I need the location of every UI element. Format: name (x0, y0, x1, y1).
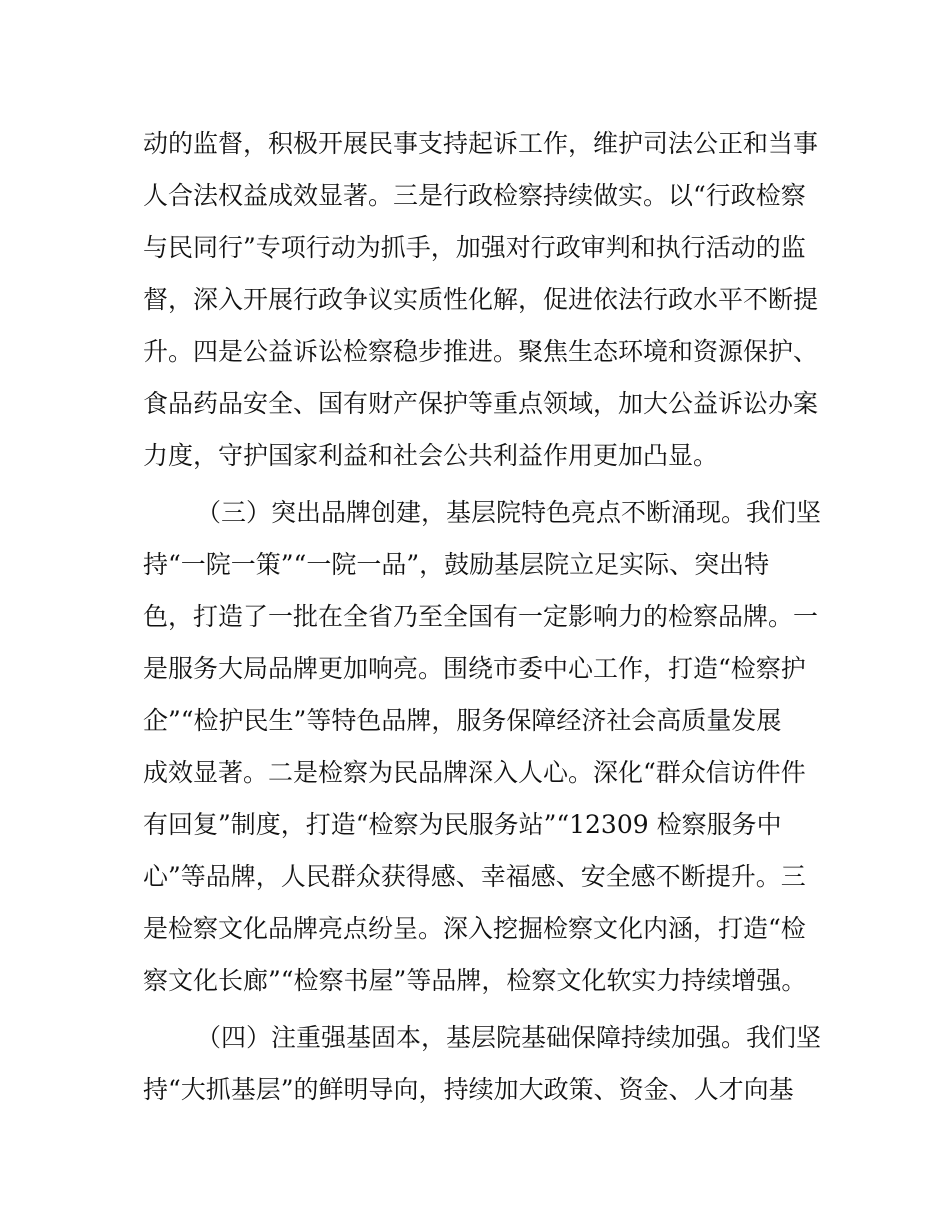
text-line: 动的监督，积极开展民事支持起诉工作，维护司法公正和当事 (143, 129, 819, 158)
text-line: 心”等品牌，人民群众获得感、幸福感、安全感不断提升。三 (143, 862, 806, 891)
text-line: 人合法权益成效显著。三是行政检察持续做实。以“行政检察 (143, 181, 806, 210)
text-line: 升。四是公益诉讼检察稳步推进。聚焦生态环境和资源保护、 (143, 337, 819, 366)
text-line: 企”“检护民生”等特色品牌，服务保障经济社会高质量发展 (143, 706, 782, 735)
text-line: 食品药品安全、国有财产保护等重点领域，加大公益诉讼办案 (143, 389, 819, 418)
text-line: 力度，守护国家利益和社会公共利益作用更加凸显。 (143, 441, 719, 470)
paragraph-heading-line: （三）突出品牌创建，基层院特色亮点不断涌现。我们坚 (196, 498, 822, 527)
text-line: 察文化长廊”“检察书屋”等品牌，检察文化软实力持续增强。 (143, 966, 807, 995)
text-line: 与民同行”专项行动为抓手，加强对行政审判和执行活动的监 (143, 233, 806, 262)
text-line: 持“一院一策”“一院一品”，鼓励基层院立足实际、突出特 (143, 550, 770, 579)
text-line: 色，打造了一批在全省乃至全国有一定影响力的检察品牌。一 (143, 602, 819, 631)
text-line: 是检察文化品牌亮点纷呈。深入挖掘检察文化内涵，打造“检 (143, 914, 806, 943)
text-line: 持“大抓基层”的鲜明导向，持续加大政策、资金、人才向基 (143, 1075, 794, 1104)
text-line: 是服务大局品牌更加响亮。围绕市委中心工作，打造“检察护 (143, 654, 806, 683)
paragraph-heading-line: （四）注重强基固本，基层院基础保障持续加强。我们坚 (196, 1023, 822, 1052)
text-line: 成效显著。二是检察为民品牌深入人心。深化“群众信访件件 (143, 758, 806, 787)
text-line: 督，深入开展行政争议实质性化解，促进依法行政水平不断提 (143, 285, 819, 314)
text-line: 有回复”制度，打造“检察为民服务站”“12309 检察服务中 (143, 810, 782, 839)
